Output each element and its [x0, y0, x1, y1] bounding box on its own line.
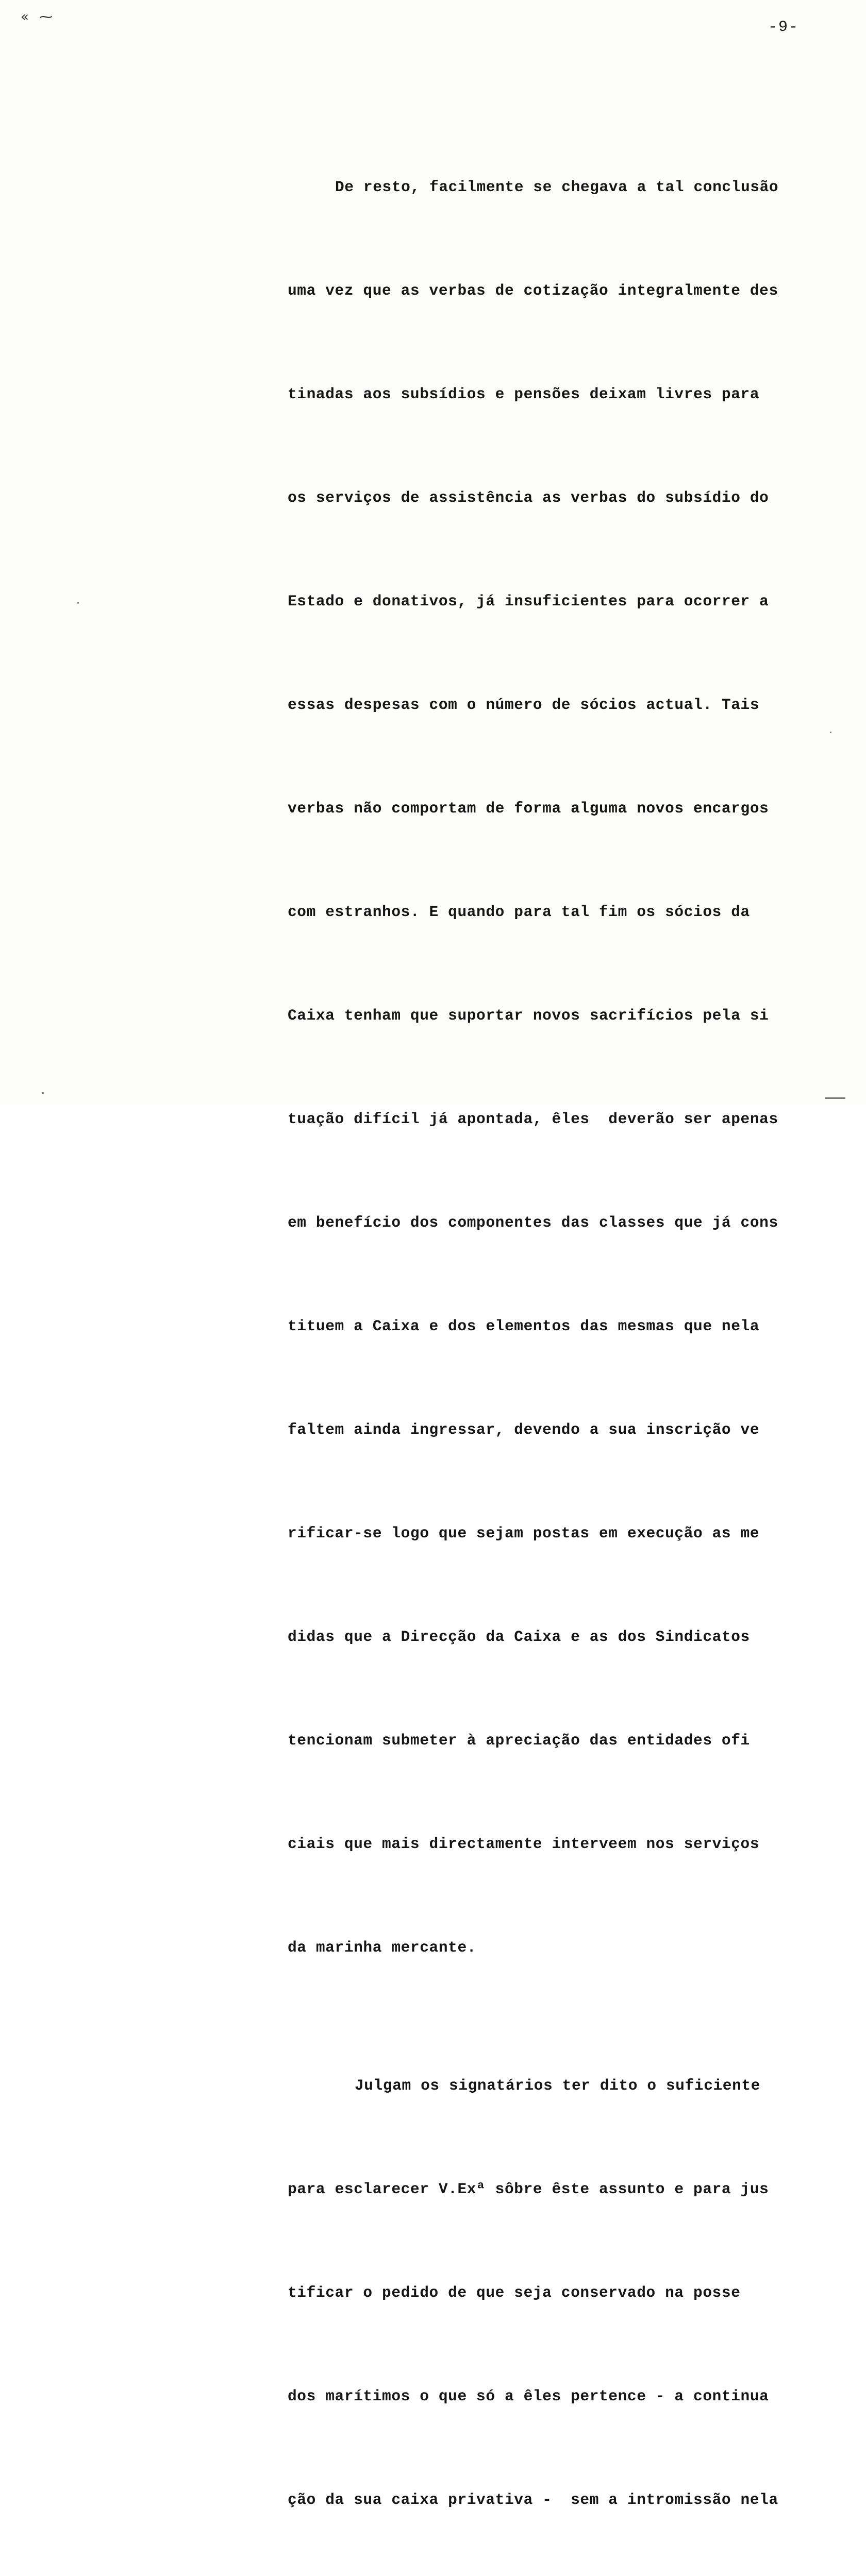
paragraph-1-line: Caixa tenham que suportar novos sacrifícios pela si [288, 1007, 769, 1024]
paragraph-1-line: da marinha mercante. [288, 1939, 477, 1956]
paragraph-1-line: faltem ainda ingressar, devendo a sua inscrição ve [288, 1421, 760, 1438]
paragraph-1-line: tituem a Caixa e dos elementos das mesmas que nela [288, 1317, 760, 1335]
paragraph-1-line: essas despesas com o número de sócios actual. Tais [288, 696, 760, 714]
paragraph-1-line: com estranhos. E quando para tal fim os sócios da [288, 903, 750, 921]
paragraph-1-line: tencionam submeter à apreciação das entidades ofi [288, 1732, 750, 1749]
paragraph-1-line: De resto, facilmente se chegava a tal conclusão [335, 178, 779, 196]
paragraph-2-line: tificar o pedido de que seja conservado na posse [288, 2284, 741, 2301]
paragraph-1-line: ciais que mais directamente interveem nos serviços [288, 1835, 760, 1853]
scan-speck [830, 732, 831, 733]
scan-speck [825, 1097, 845, 1099]
paragraph-1-line: tinadas aos subsídios e pensões deixam livres para [288, 385, 760, 403]
paragraph-2-line: dos marítimos o que só a êles pertence - a continua [288, 2387, 769, 2405]
paragraph-2-line: Julgam os signatários ter dito o suficiente [355, 2077, 761, 2094]
paragraph-1-line: Estado e donativos, já insuficientes para ocorrer a [288, 592, 769, 610]
scan-speck [41, 1092, 44, 1094]
paragraph-1-line: verbas não comportam de forma alguma novos encargos [288, 800, 769, 817]
paragraph-1-line: os serviços de assistência as verbas do subsídio do [288, 489, 769, 506]
corner-mark: « ⁓ [21, 9, 56, 25]
typed-text-body [288, 101, 844, 2576]
paragraph-1-line: em benefício dos componentes das classes que já cons [288, 1214, 778, 1231]
paragraph-1-line: uma vez que as verbas de cotização integralmente des [288, 282, 778, 299]
scan-speck [77, 602, 79, 604]
paragraph-2-line: ção da sua caixa privativa - sem a intromissão nela [288, 2491, 778, 2509]
page-number: -9- [768, 19, 800, 36]
paragraph-2-line: para esclarecer V.Exª sôbre êste assunto e para jus [288, 2180, 769, 2198]
paragraph-1-line: tuação difícil já apontada, êles deverão ser apenas [288, 1110, 778, 1128]
paragraph-1-line: rificar-se logo que sejam postas em execução as me [288, 1524, 760, 1542]
paragraph-1-line: didas que a Direcção da Caixa e as dos Sindicatos [288, 1628, 750, 1646]
